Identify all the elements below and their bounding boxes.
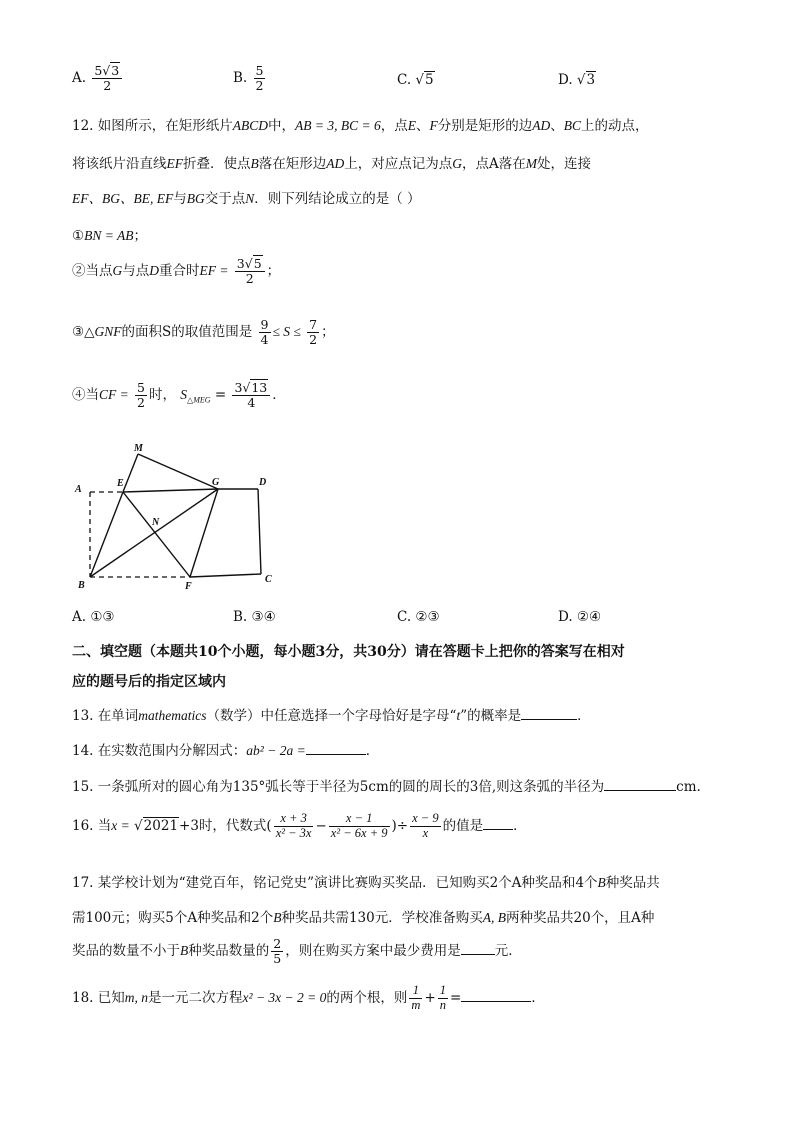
q14: 14. 在实数范围内分解因式：ab² − 2a = ． — [72, 743, 380, 759]
q18-fraction-m: $\frac{1}{m}$ — [411, 983, 421, 1012]
q17-line-3: 奖品的数量不小于B种奖品数量的 $\frac{2}{5}$ ，则在购买方案中最少费用是 元． — [72, 936, 522, 966]
q12-line-2: 将该纸片沿直线EF折叠．使点B落在矩形边AD上，对应点记为点G，点A落在M处，连接 — [72, 156, 591, 172]
figure-label-c: C — [265, 574, 272, 585]
figure-dc — [258, 489, 261, 574]
q11-option-b: B. $\frac{5}{2}$ — [233, 63, 264, 93]
section-2-heading-line-1: 二、填空题（本题共10个小题，每小题3分，共30分）请在答题卡上把你的答案写在相对 — [72, 644, 625, 660]
figure-label-g: G — [212, 477, 220, 488]
q16-fraction-3: $\frac{x - 9}{x}$ — [412, 811, 439, 840]
figure-label-m: M — [134, 443, 143, 454]
q16-fraction-2: $\frac{x - 1}{\text{x² − 6x + 9}}$ — [330, 811, 388, 840]
section-2-heading-line-2: 应的题号后的指定区域内 — [72, 674, 226, 690]
q18: 18. 已知m, n是一元二次方程x² − 3x − 2 = 0的两个根，则 $\frac{1}{m}$ + $\frac{1}{n}$ = ． — [72, 983, 545, 1012]
q12-option-b: B. ③④ — [233, 609, 276, 625]
q16-fraction-1: $\frac{x + 3}{\text{x² − 3x}}$ — [275, 811, 312, 840]
q12-statement-2: ②当点G与点D重合时EF = $\frac{3√5}{2}$ ； — [72, 256, 281, 286]
q12-statement-3: ③△GNF的面积S的取值范围是 $\frac{9}{4}$ ≤ S ≤ $\frac{7}{2}$ ； — [72, 317, 335, 347]
q12-line-1: 12. 如图所示，在矩形纸片ABCD中，AB = 3, BC = 6，点E、F分别是矩形的边AD、BC上的动点， — [72, 118, 649, 134]
q12-line-3: EF、BG、BE, EF与BG交于点N．则下列结论成立的是（ ） — [72, 191, 421, 207]
q18-answer-blank[interactable] — [461, 1001, 531, 1002]
q12-s3-fraction-high: $\frac{7}{2}$ — [309, 317, 318, 347]
q12-statement-1: ①BN = AB； — [72, 228, 147, 244]
figure-be — [90, 492, 123, 577]
figure-me — [123, 454, 138, 492]
q11-a-fraction: $\frac{5√3}{2}$ — [92, 64, 122, 93]
q12-option-c: C. ②③ — [397, 609, 440, 625]
figure-bg — [90, 489, 218, 577]
q12-s2-fraction: $\frac{3√5}{2}$ — [235, 257, 265, 286]
q17-fraction: $\frac{2}{5}$ — [273, 936, 282, 966]
figure-fc — [190, 574, 261, 577]
q17-line-2: 需100元；购买5个A种奖品和2个B种奖品共需130元．学校准备购买A, B两种奖品共20个，且A种 — [72, 910, 655, 926]
q12-statement-4: ④当CF = $\frac{5}{2}$ 时， $S_{\triangle MEG}$ = $\frac{3√13}{4}$ ． — [72, 380, 286, 410]
figure-label-f: F — [185, 581, 192, 592]
q11-b-fraction: $\frac{5}{2}$ — [255, 63, 264, 93]
q12-option-d: D. ②④ — [558, 609, 602, 625]
q11-option-a: A. $\frac{5√3}{2}$ — [72, 64, 124, 93]
figure-label-n: N — [152, 517, 160, 528]
q12-s3-fraction-low: $\frac{9}{4}$ — [260, 317, 269, 347]
q15-answer-blank[interactable] — [604, 790, 676, 791]
q13: 13. 在单词mathematics（数学）中任意选择一个字母恰好是字母“t”的概率是 ． — [72, 708, 591, 724]
q12-s4-fraction-cf: $\frac{5}{2}$ — [137, 380, 145, 410]
q13-answer-blank[interactable] — [521, 719, 577, 720]
figure-label-a: A — [75, 484, 82, 495]
q12-s4-fraction-area: $\frac{3√13}{4}$ — [232, 381, 270, 410]
figure-label-b: B — [78, 580, 85, 591]
figure-eg — [123, 489, 218, 492]
q11-option-d: D. √3 — [558, 72, 596, 88]
q14-answer-blank[interactable] — [306, 754, 366, 755]
q12-option-a: A. ①③ — [72, 609, 115, 625]
q16-answer-blank[interactable] — [483, 829, 513, 830]
figure-fg — [190, 489, 218, 577]
figure-mg — [138, 454, 218, 489]
figure-ef — [123, 492, 190, 577]
figure-label-d: D — [259, 477, 267, 488]
figure-label-e: E — [117, 478, 124, 489]
q16: 16. 当x = √2021+3时，代数式( $\frac{x + 3}{\text{x² − 3x}}$ − $\frac{x - 1}{\text{x² − 6x + 9}}$ )÷ $\frac{x - 9}{x}$ 的值是 ． — [72, 811, 527, 840]
q17-answer-blank[interactable] — [461, 954, 495, 955]
q11-option-c: C. √5 — [397, 72, 434, 88]
q17-line-1: 17. 某学校计划为“建党百年，铭记党史”演讲比赛购买奖品．已知购买2个A种奖品和4个B种奖品共 — [72, 875, 660, 891]
q18-fraction-n: $\frac{1}{n}$ — [439, 983, 446, 1012]
q15: 15. 一条弧所对的圆心角为135°弧长等于半径为5cm的圆的周长的3倍,则这条弧的半径为 cm. — [72, 779, 701, 795]
q12-figure — [66, 440, 286, 595]
